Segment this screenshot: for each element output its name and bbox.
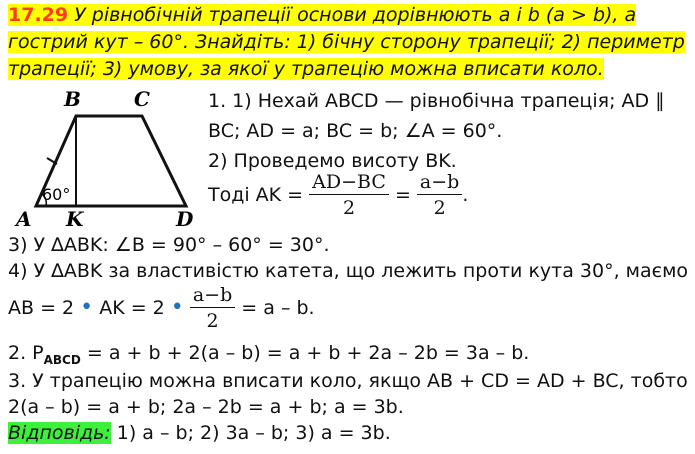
multiply-dot: • xyxy=(80,295,94,320)
solution-line-7 xyxy=(8,282,315,334)
multiply-dot: • xyxy=(170,295,184,320)
ak-prefix: Тоді AK = xyxy=(208,184,304,206)
solution-line-2: BC; AD = a; BC = b; ∠A = 60°. xyxy=(208,120,503,142)
answer-line xyxy=(8,420,391,446)
angle-label: 60° xyxy=(42,185,71,204)
perimeter-expression: = a + b + 2(a – b) = a + b + 2a – 2b = 3a – b. xyxy=(80,342,530,364)
solution-line-1: 1. 1) Нехай ABCD — рівнобічна трапеція; AD ∥ xyxy=(208,90,665,112)
label-k: K xyxy=(66,207,84,228)
label-b: B xyxy=(64,88,81,111)
fraction-bottom: 2 xyxy=(433,197,446,219)
solution-line-10: 2(a – b) = a + b; 2a – 2b = a + b; a = 3b. xyxy=(8,396,404,418)
solution-line-6: 4) У ∆ABK за властивістю катета, що лежить проти кута 30°, маємо xyxy=(8,260,689,282)
fraction-a-b-2 xyxy=(190,283,235,334)
solution-line-4 xyxy=(208,170,468,221)
solution-line-5: 3) У ∆ABK: ∠B = 90° – 60° = 30°. xyxy=(8,234,330,256)
equals-sign: = xyxy=(394,184,411,206)
task-text: У рівнобічній трапеції основи дорівнюють a і b (a > b), а гострий кут – 60°. Знайдіть: 1) бічну сторону трапеції; 2) периметр трапеції; 3) умову, за якої у трапецію можна вписати коло. xyxy=(8,4,685,80)
task-statement xyxy=(8,2,688,83)
line-end: . xyxy=(462,184,469,206)
fraction-top: a−b xyxy=(417,170,462,195)
answer-label: Відповідь: xyxy=(8,422,111,444)
fraction-top: a−b xyxy=(190,283,235,308)
ab-result: = a – b. xyxy=(241,297,315,319)
answer-text: 1) a – b; 2) 3a – b; 3) a = 3b. xyxy=(110,422,391,444)
solution-line-9: 3. У трапецію можна вписати коло, якщо AB + CD = AD + BC, тобто xyxy=(8,370,688,392)
perimeter-subscript: ABCD xyxy=(43,352,81,367)
label-a: A xyxy=(16,207,32,228)
task-number: 17.29 xyxy=(8,4,69,26)
label-c: C xyxy=(134,88,150,111)
fraction-bottom: 2 xyxy=(342,197,356,219)
fraction-top: AD−BC xyxy=(309,170,389,195)
perimeter-prefix: 2. P xyxy=(8,342,44,364)
ab-prefix: AB = 2 xyxy=(8,297,75,319)
fraction-a-b xyxy=(417,170,462,221)
label-d: D xyxy=(176,207,194,228)
fraction-bottom: 2 xyxy=(206,310,219,332)
ak-mid: AK = 2 xyxy=(99,297,165,319)
trapezoid-figure xyxy=(14,88,204,228)
fraction-ad-bc xyxy=(309,170,389,221)
solution-line-3: 2) Проведемо висоту BK. xyxy=(208,150,457,172)
